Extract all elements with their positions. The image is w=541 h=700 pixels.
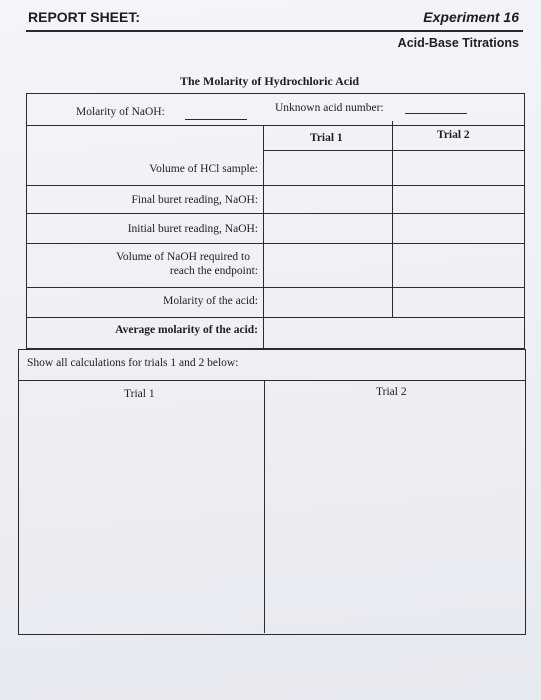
column-header-trial-1: Trial 1 xyxy=(310,132,343,144)
row-divider xyxy=(27,185,524,186)
molarity-naoh-label: Molarity of NaOH: xyxy=(76,106,165,118)
row-divider xyxy=(27,125,524,126)
row-label-volume-naoh-line2: reach the endpoint: xyxy=(169,265,258,277)
row-divider xyxy=(27,287,524,288)
row-label-volume-naoh-line1: Volume of NaOH required to xyxy=(116,251,250,263)
row-divider xyxy=(27,243,524,244)
row-divider xyxy=(27,317,524,318)
experiment-number: Experiment 16 xyxy=(423,9,519,25)
calculations-divider xyxy=(19,380,525,381)
calculations-column-divider xyxy=(264,380,265,633)
row-divider xyxy=(27,213,524,214)
header-row-divider xyxy=(264,150,524,151)
calculations-trial-2-label: Trial 2 xyxy=(376,386,407,398)
calculations-trial-1-label: Trial 1 xyxy=(124,388,155,400)
row-label-average-molarity: Average molarity of the acid: xyxy=(115,324,258,336)
label-column-divider xyxy=(263,125,264,348)
section-title: The Molarity of Hydrochloric Acid xyxy=(180,74,360,88)
row-label-molarity-acid: Molarity of the acid: xyxy=(163,295,258,307)
column-header-trial-2: Trial 2 xyxy=(437,129,470,141)
unknown-acid-blank[interactable] xyxy=(405,113,467,114)
row-label-volume-hcl: Volume of HCl sample: xyxy=(149,163,258,175)
calculations-box xyxy=(18,349,526,635)
molarity-naoh-blank[interactable] xyxy=(185,119,247,120)
report-sheet-heading: REPORT SHEET: xyxy=(28,9,141,25)
experiment-title: Acid-Base Titrations xyxy=(397,36,519,50)
calculations-instruction: Show all calculations for trials 1 and 2 below: xyxy=(27,357,239,369)
header-divider xyxy=(26,30,523,32)
row-label-initial-buret: Initial buret reading, NaOH: xyxy=(127,223,258,235)
row-label-final-buret: Final buret reading, NaOH: xyxy=(131,194,258,206)
unknown-acid-label: Unknown acid number: xyxy=(275,102,384,114)
